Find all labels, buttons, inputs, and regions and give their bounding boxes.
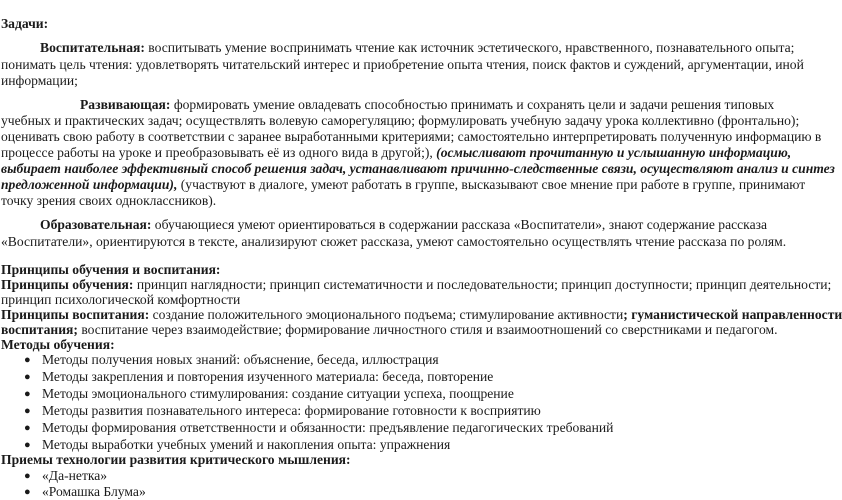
teaching-principles-label: Принципы обучения:	[1, 277, 134, 292]
principles-heading: Принципы обучения и воспитания:	[1, 262, 221, 277]
bullet-icon: ●	[24, 486, 31, 498]
technique-item: «Ромашка Блума»	[42, 484, 146, 499]
method-item: Методы получения новых знаний: объяснение, беседа, иллюстрация	[42, 352, 439, 367]
educational-text-3: информации;	[1, 73, 78, 88]
developing-text-2: учебных и практических задач; осуществлять волевую саморегуляцию; формулировать учебную задачу урока коллективно (фронтально);	[1, 113, 800, 128]
method-item: Методы развития познавательного интереса: формирование готовности к восприятию	[42, 403, 541, 418]
upbringing-principles-text-2b: воспитание через взаимодействие; формирование личностного стиля и взаимоотношений со сверстниками и педагогом.	[77, 322, 778, 337]
developing-text-6a: предложенной информации),	[1, 177, 178, 192]
developing-text-4b: (осмысливают прочитанную и услышанную информацию,	[432, 145, 792, 160]
teaching-principles-text-2: принцип психологической комфортности	[1, 292, 241, 307]
educational-label: Воспитательная:	[40, 40, 145, 55]
developing-text-3: оценивать свою работу в соответствии с заранее выработанными критериями; самостоятельно интерпретировать полученную информацию в	[1, 129, 822, 144]
bullet-icon: ●	[24, 470, 31, 482]
upbringing-principles-line-2	[1, 322, 777, 338]
bullet-icon: ●	[24, 439, 31, 451]
upbringing-principles-text-1a: создание положительного эмоционального подъема; стимулирование активности	[149, 307, 624, 322]
educational-text-1: воспитывать умение воспринимать чтение как источник эстетического, нравственного, познавательного опыта;	[144, 40, 795, 55]
developing-line-1	[80, 97, 774, 113]
developing-text-5: выбирает наиболее эффективный способ решения задач, устанавливают причинно-следственные связи, осуществляют анализ и синтез	[1, 161, 835, 176]
teaching-principles-text-1: принцип наглядности; принцип систематичности и последовательности; принцип доступности; принцип деятельности;	[133, 277, 832, 292]
developing-text-4a: процессе работы на уроке и преобразовывать её из одного вида в другой;),	[1, 145, 433, 160]
techniques-heading: Приемы технологии развития критического мышления:	[1, 452, 351, 467]
method-item: Методы выработки учебных умений и накопления опыта: упражнения	[42, 437, 451, 452]
methods-heading: Методы обучения:	[1, 337, 115, 352]
educational-text-2: понимать цель чтения: удовлетворять читательский интерес и приобретение опыта чтения, поиск фактов и суждений, аргументации, иной	[1, 57, 804, 72]
upbringing-principles-line-1	[1, 307, 842, 323]
bullet-icon: ●	[24, 371, 31, 383]
teaching-principles-line-1	[1, 277, 831, 293]
upbringing-principles-label: Принципы воспитания:	[1, 307, 150, 322]
technique-item: «Да-нетка»	[42, 468, 108, 483]
bullet-icon: ●	[24, 405, 31, 417]
formative-label: Образовательная:	[40, 217, 152, 232]
upbringing-principles-text-1b: ; гуманистической направленности	[623, 307, 842, 322]
tasks-heading: Задачи:	[1, 16, 49, 31]
educational-line-1	[40, 40, 794, 56]
developing-line-4	[1, 145, 791, 161]
formative-line-1	[40, 217, 767, 233]
upbringing-principles-text-2a: воспитания;	[1, 322, 78, 337]
formative-text-1: обучающиеся умеют ориентироваться в содержании рассказа «Воспитатели», знают содержание рассказа	[151, 217, 768, 232]
developing-label: Развивающая:	[80, 97, 171, 112]
developing-text-6b: (участвуют в диалоге, умеют работать в группе, высказывают свое мнение при работе в группе, принимают	[177, 177, 806, 192]
method-item: Методы формирования ответственности и обязанности: предъявление педагогических требований	[42, 420, 614, 435]
bullet-icon: ●	[24, 388, 31, 400]
bullet-icon: ●	[24, 422, 31, 434]
developing-line-6	[1, 177, 805, 193]
method-item: Методы закрепления и повторения изученного материала: беседа, повторение	[42, 369, 494, 384]
developing-text-7: точку зрения своих одноклассников).	[1, 193, 217, 208]
developing-text-1: формировать умение овладевать способностью принимать и сохранять цели и задачи решения типовых	[170, 97, 775, 112]
formative-text-2: «Воспитатели», ориентируются в тексте, анализируют сюжет рассказа, умеют самостоятельно осуществлять чтение рассказа по ролям.	[1, 234, 787, 249]
method-item: Методы эмоционального стимулирования: создание ситуации успеха, поощрение	[42, 386, 514, 401]
bullet-icon: ●	[24, 354, 31, 366]
